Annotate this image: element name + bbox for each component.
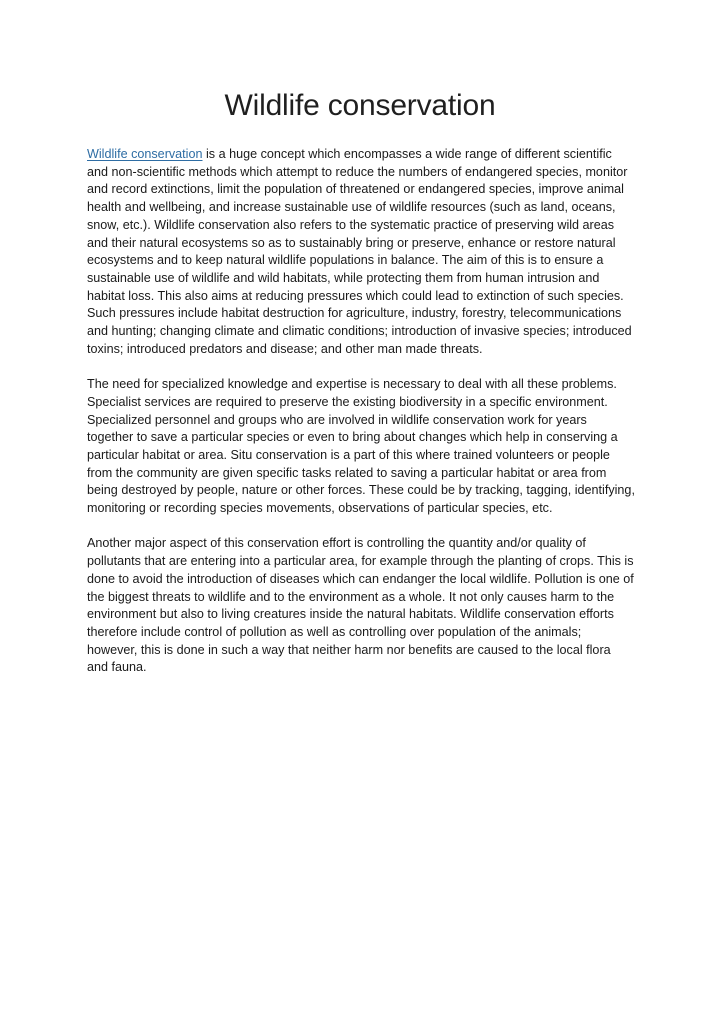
paragraph-2: The need for specialized knowledge and expertise is necessary to deal with all these problems. Specialist services are required to preserve the existing biodiversity in a specific environment. Specialized personnel and groups who are involved in wildlife conservation work for years together to save a particular species or even to bring about changes which help in conserving a particular habitat or area. Situ conservation is a part of this where trained volunteers or people from the community are given specific tasks related to saving a particular habitat or area from being destroyed by people, nature or other forces. These could be by tracking, tagging, identifying, monitoring or recording species movements, observations of particular species, etc. [87, 377, 635, 516]
paragraph-3: Another major aspect of this conservation effort is controlling the quantity and/or quality of pollutants that are entering into a particular area, for example through the planting of crops. This is done to avoid the introduction of diseases which can endanger the local wildlife. Pollution is one of the biggest threats to wildlife and to the environment as a whole. It not only causes harm to the environment but also to living creatures inside the natural habitats. Wildlife conservation efforts therefore include control of pollution as well as controlling over population of the animals; however, this is done in such a way that neither harm nor benefits are caused to the local flora and fauna. [87, 536, 634, 675]
document-body [87, 146, 635, 695]
wildlife-conservation-link[interactable]: Wildlife conservation [87, 147, 203, 161]
paragraph-1-text: is a huge concept which encompasses a wide range of different scientific and non-scientific methods which attempt to reduce the numbers of endangered species, monitor and record extinctions, limit the population of threatened or endangered species, improve animal health and wellbeing, and increase sustainable use of wildlife resources (such as land, oceans, snow, etc.). Wildlife conservation also refers to the systematic practice of preserving wild areas and their natural ecosystems so as to sustainably bring or preserve, enhance or restore natural ecosystems and to keep natural wildlife populations in balance. The aim of this is to ensure a sustainable use of wildlife and wild habitats, while protecting them from human intrusion and habitat loss. This also aims at reducing pressures which could lead to extinction of such species. Such pressures include habitat destruction for agriculture, industry, forestry, telecommunications and hunting; changing climate and climatic conditions; introduction of invasive species; introduced toxins; introduced predators and disease; and other man made threats. [87, 147, 632, 356]
page-title: Wildlife conservation [224, 89, 496, 122]
paragraph-1 [87, 146, 635, 358]
